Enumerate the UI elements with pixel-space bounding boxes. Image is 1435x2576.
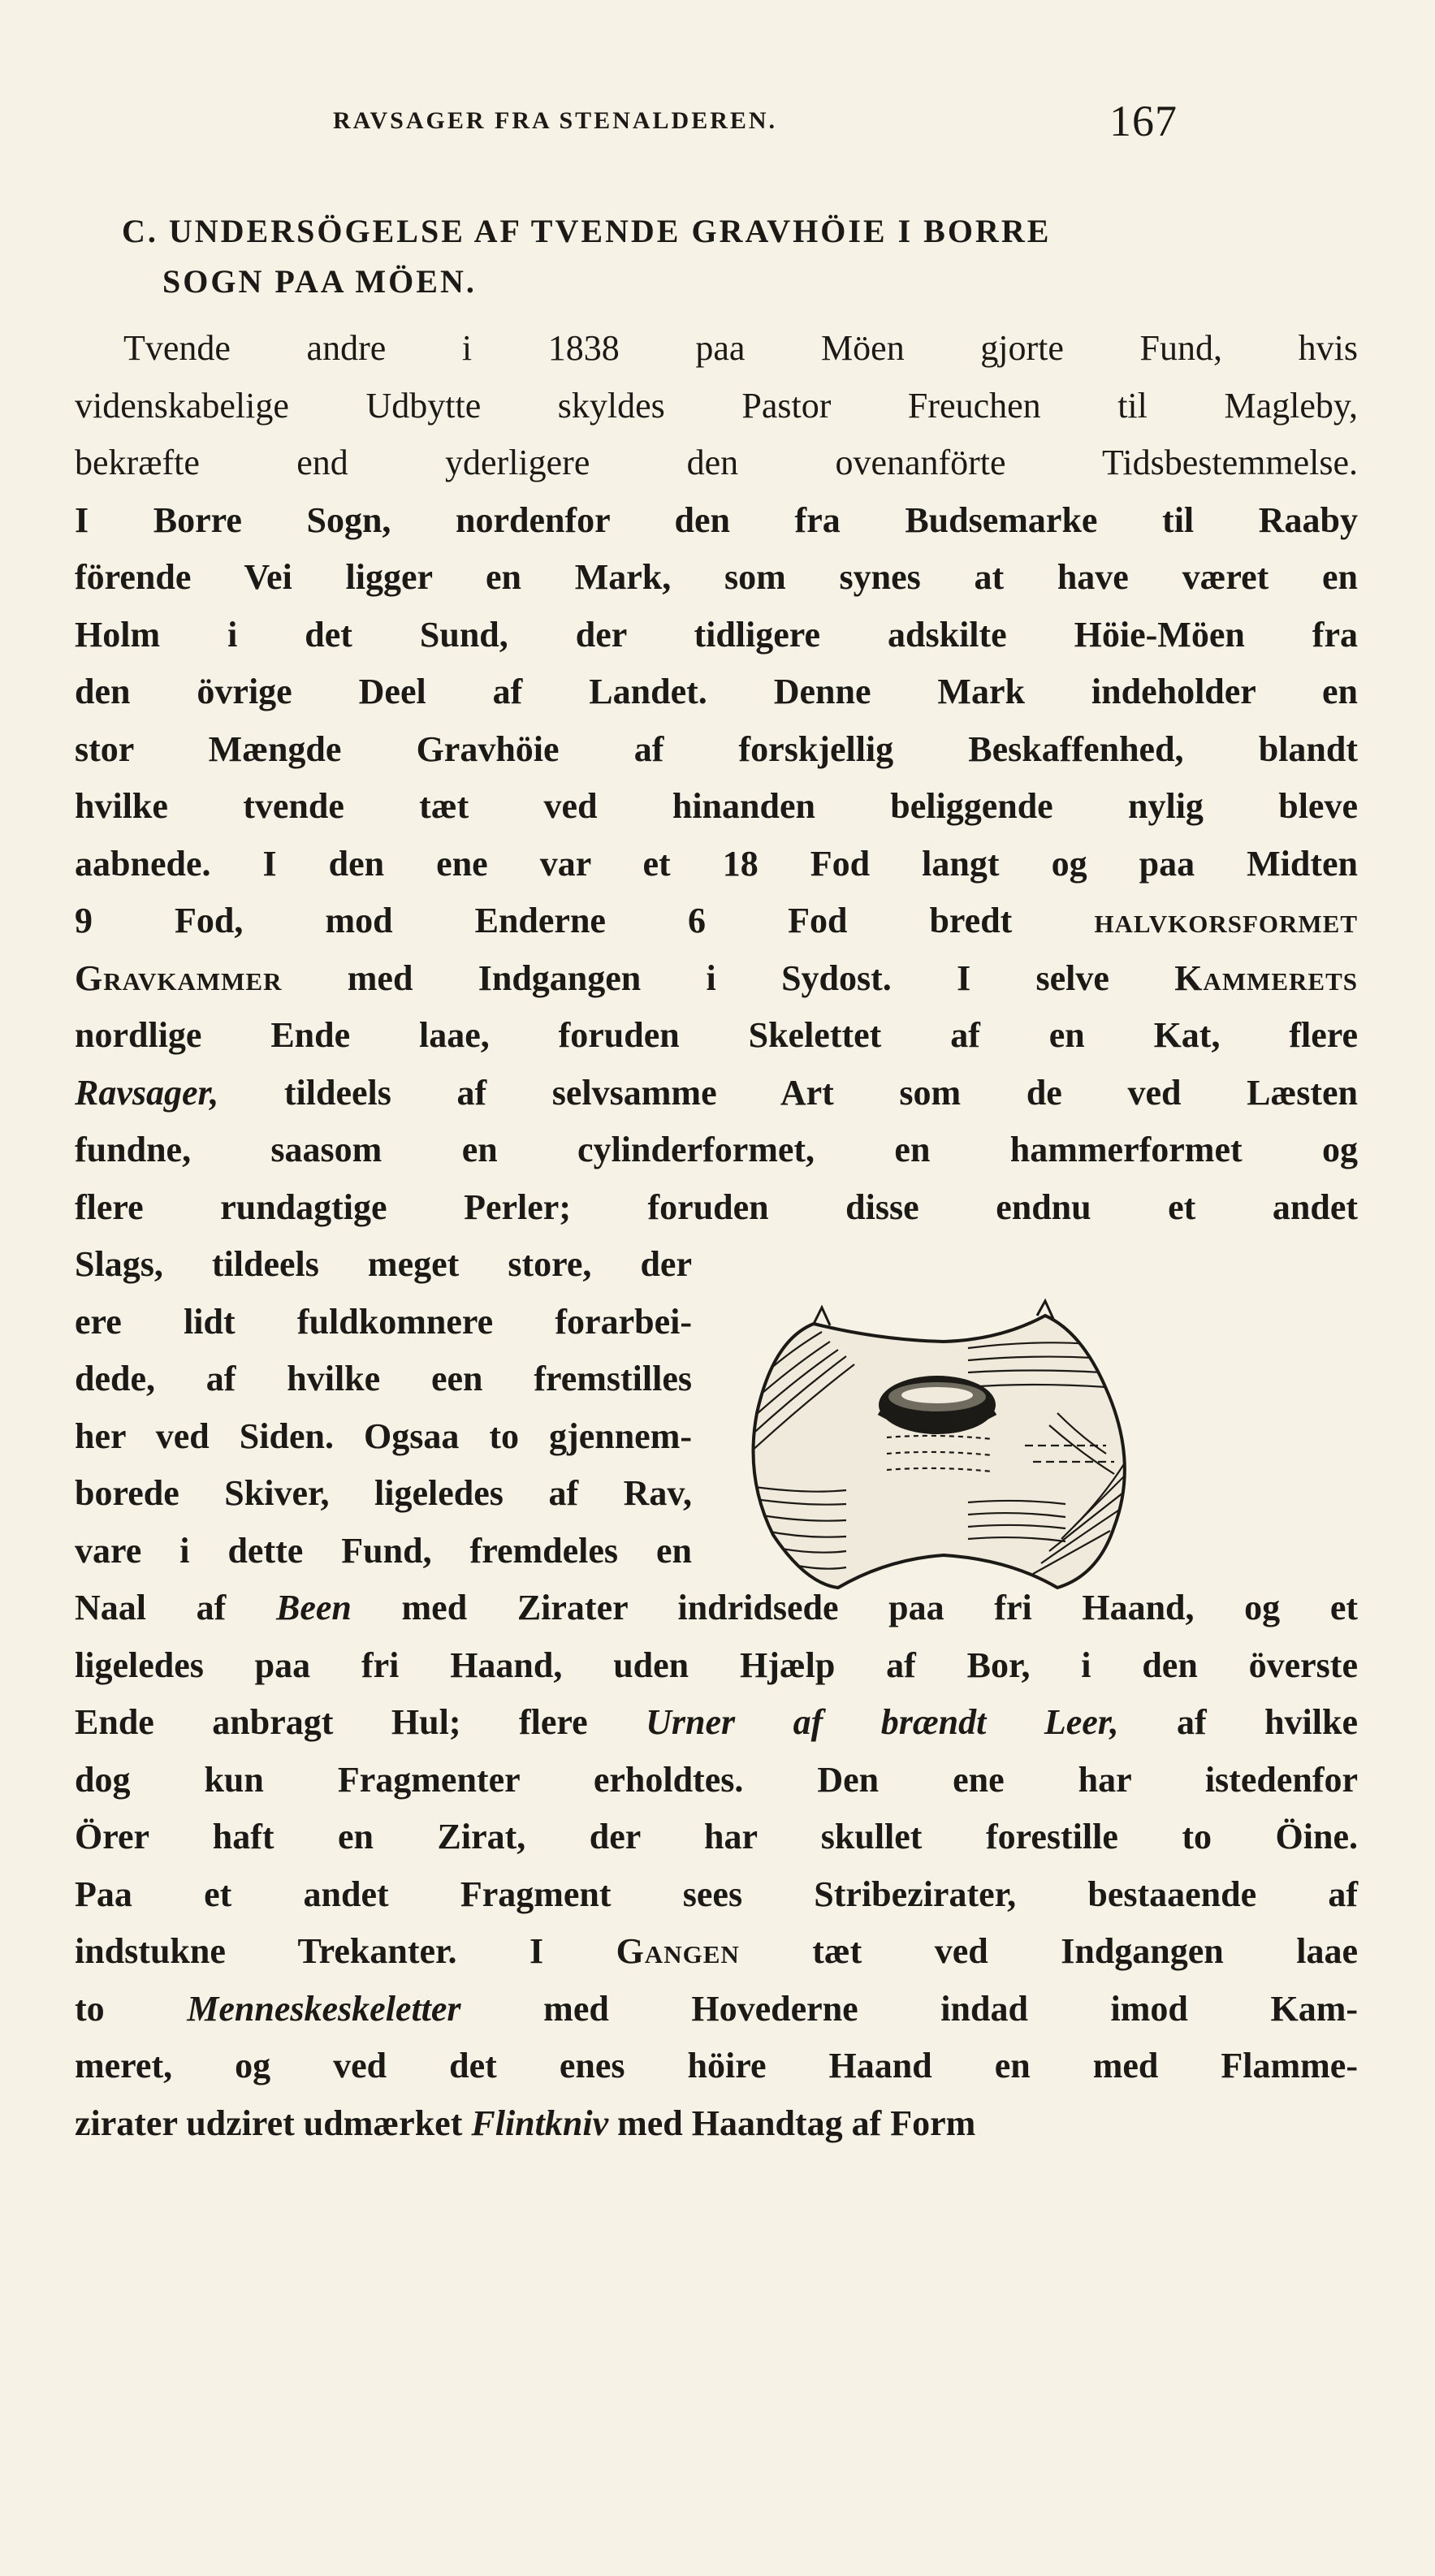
text-line: meret, og ved det enes höire Haand en med Flamme- (75, 2046, 1358, 2085)
italic-term: Menneskeskeletter (187, 1988, 461, 2029)
text-line (75, 1981, 1358, 2038)
text-line: vare i dette Fund, fremdeles en (75, 1530, 692, 1571)
text-line (75, 1580, 1358, 1637)
italic-term: Ravsager, (75, 1072, 219, 1113)
text-line: dog kun Fragmenter erholdtes. Den ene har istedenfor (75, 1759, 1358, 1800)
text-segment: tæt ved Indgangen laae (812, 1931, 1359, 1971)
text-line: I Borre Sogn, nordenfor den fra Budsemarke til Raaby (75, 499, 1358, 540)
small-caps-term: Kammerets (1174, 957, 1358, 998)
italic-term: Been (275, 1588, 352, 1627)
text-line: ligeledes paa fri Haand, uden Hjælp af Bor, i den överste (75, 1645, 1358, 1685)
text-line (75, 1694, 1358, 1752)
heading-line-1: C. UNDERSÖGELSE AF TVENDE GRAVHÖIE I BORRE (122, 213, 1052, 249)
text-line: borede Skiver, ligeledes af Rav, (75, 1473, 692, 1513)
text-line: ere lidt fuldkomnere forarbei- (75, 1301, 692, 1342)
text-segment: indstukne Trekanter. I (75, 1931, 544, 1971)
text-line (75, 893, 1358, 950)
text-segment: zirater udziret udmærket (75, 2103, 463, 2143)
text-line: fundne, saasom en cylinderformet, en hammerformet og (75, 1130, 1358, 1169)
section-heading (122, 206, 1324, 307)
text-line: hvilke tvende tæt ved hinanden beliggende nylig bleve (75, 786, 1358, 826)
text-line: förende Vei ligger en Mark, som synes at have været en (75, 557, 1358, 597)
italic-term: Urner af brændt Leer, (646, 1702, 1119, 1742)
amber-artifact-illustration (724, 1291, 1163, 1608)
text-segment: med Haandtag af Form (617, 2103, 976, 2143)
text-line: videnskabelige Udbytte skyldes Pastor Freuchen til Magleby, (75, 385, 1358, 426)
text-segment: med Zirater indridsede paa fri Haand, og et (401, 1588, 1359, 1627)
text-line: nordlige Ende laae, foruden Skelettet af en Kat, flere (75, 1015, 1358, 1055)
text-segment: med Indgangen i Sydost. I selve (347, 957, 1109, 998)
text-segment: med Hovederne indad imod Kam- (543, 1988, 1359, 2029)
text-line: dede, af hvilke een fremstilles (75, 1359, 692, 1398)
text-line: aabnede. I den ene var et 18 Fod langt og paa Midten (75, 843, 1358, 884)
text-segment: 9 Fod, mod Enderne 6 Fod bredt (75, 901, 1013, 940)
page-number: 167 (1109, 97, 1178, 145)
running-head (333, 96, 1178, 161)
text-segment: to (75, 1988, 105, 2029)
text-line (75, 1923, 1358, 1981)
text-line: stor Mængde Gravhöie af forskjellig Beskaffenhed, blandt (75, 728, 1358, 769)
text-line: flere rundagtige Perler; foruden disse endnu et andet (75, 1186, 1358, 1227)
text-line: Örer haft en Zirat, der har skullet forestille to Öine. (75, 1817, 1358, 1856)
text-line (75, 1065, 1358, 1122)
text-line: bekræfte end yderligere den ovenanförte Tidsbestemmelse. (75, 443, 1358, 482)
text-line (75, 2095, 1358, 2153)
text-line: Slags, tildeels meget store, der (75, 1244, 692, 1284)
italic-term: Flintkniv (471, 2103, 609, 2143)
heading-line-2: SOGN PAA MÖEN. (162, 263, 477, 300)
text-line: Paa et andet Fragment sees Stribezirater, bestaaende af (75, 1874, 1358, 1914)
running-title: RAVSAGER FRA STENALDEREN. (333, 107, 778, 134)
small-caps-term: halvkorsformet (1094, 901, 1359, 940)
text-segment: af hvilke (1176, 1702, 1359, 1742)
text-line: Tvende andre i 1838 paa Möen gjorte Fund, hvis (123, 328, 1358, 368)
text-segment: tildeels af selvsamme Art som de ved Læsten (283, 1072, 1358, 1113)
text-segment: Ende anbragt Hul; flere (75, 1702, 588, 1742)
text-segment: Naal af (75, 1588, 227, 1627)
small-caps-term: Gangen (616, 1931, 740, 1971)
small-caps-term: Gravkammer (75, 957, 283, 998)
text-line: her ved Siden. Ogsaa to gjennem- (75, 1416, 692, 1456)
text-line: Holm i det Sund, der tidligere adskilte Höie-Möen fra (75, 614, 1358, 655)
text-line (75, 950, 1358, 1008)
text-line: den övrige Deel af Landet. Denne Mark indeholder en (75, 672, 1358, 711)
body-text (75, 320, 1358, 2152)
